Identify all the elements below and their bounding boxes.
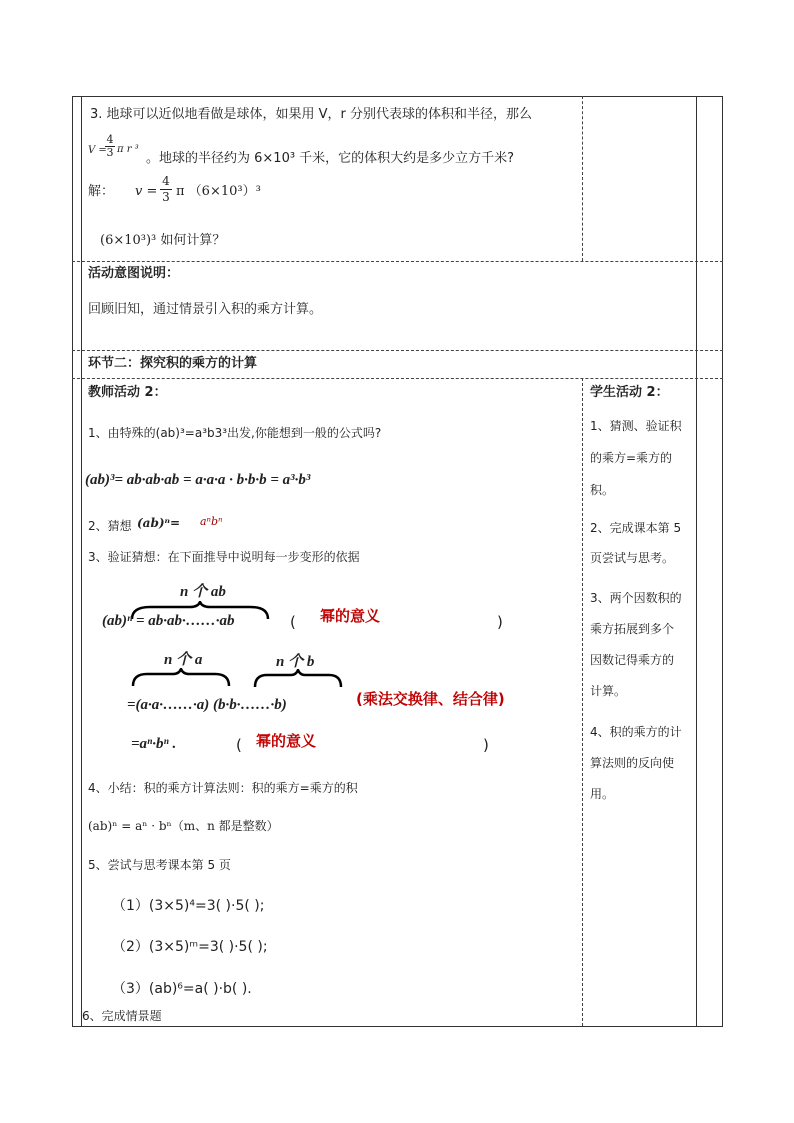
q3-formula-rest: π r ³ <box>117 144 139 155</box>
row3-formula: =aⁿ·bⁿ . <box>131 736 177 752</box>
teacher-item-3: 3、验证猜想：在下面推导中说明每一步变形的依据 <box>88 550 360 564</box>
row3-reason: 幂的意义 <box>256 732 317 750</box>
q3-formula-v: V = <box>88 145 107 156</box>
teacher-item-2-label: 2、猜想 <box>88 519 132 533</box>
solve-label: 解： <box>88 184 115 199</box>
student-line-1: 1、猜测、验证积 <box>590 419 682 433</box>
intent-text: 回顾旧知，通过情景引入积的乘方计算。 <box>88 302 323 317</box>
row3-close: ) <box>483 736 489 754</box>
row2-formula: =(a·a·……·a) (b·b·……·b) <box>127 697 287 713</box>
exercise-3: （3）(ab)⁶=a( )·b( ). <box>112 981 252 997</box>
table-border-left <box>72 96 73 1027</box>
exercise-1: （1）(3×5)⁴=3( )·5( ); <box>112 898 265 914</box>
row1-close: ) <box>497 613 503 631</box>
solve-frac-num: 4 <box>162 174 170 188</box>
student-heading: 学生活动 2： <box>590 385 669 400</box>
brace3-label: n 个 b <box>276 654 315 670</box>
q3-fraction <box>105 134 115 159</box>
row1-reason: 幂的意义 <box>320 607 381 625</box>
row1-open: ( <box>290 613 296 631</box>
table-border-top <box>72 96 723 97</box>
q3-line2: 。地球的半径约为 6×10³ 千米，它的体积大约是多少立方千米? <box>146 151 515 166</box>
intent-heading: 活动意图说明： <box>88 266 180 281</box>
q3-frac-num: 4 <box>106 133 114 146</box>
student-line-3: 积。 <box>590 483 615 497</box>
q3-frac-den: 3 <box>106 146 114 159</box>
teacher-item-4: 4、小结：积的乘方计算法则：积的乘方=乘方的积 <box>88 781 358 795</box>
student-line-8: 因数记得乘方的 <box>590 653 675 667</box>
row-divider-3 <box>72 378 723 379</box>
student-line-11: 算法则的反向使 <box>590 756 675 770</box>
row2-reason: (乘法交换律、结合律) <box>356 690 505 708</box>
column-divider-bottom <box>582 378 583 1026</box>
student-line-5: 页尝试与思考。 <box>590 551 675 565</box>
student-line-7: 乘方拓展到多个 <box>590 622 675 636</box>
solve-rest: π （6×10³）³ <box>176 184 261 199</box>
table-border-bottom <box>72 1026 723 1027</box>
student-line-6: 3、两个因数积的 <box>590 591 682 605</box>
section2-heading: 环节二：探究积的乘方的计算 <box>88 356 258 371</box>
row3-open: ( <box>236 736 242 754</box>
table-border-inner-right <box>696 96 697 1027</box>
student-line-4: 2、完成课本第 5 <box>590 521 682 535</box>
student-line-9: 计算。 <box>590 684 627 698</box>
teacher-heading: 教师活动 2： <box>88 385 167 400</box>
solve-frac-den: 3 <box>160 189 172 205</box>
guess-answer: aⁿbⁿ <box>200 515 223 528</box>
solve-fraction <box>160 174 172 205</box>
student-line-10: 4、积的乘方的计 <box>590 725 682 739</box>
row-divider-1 <box>72 261 723 262</box>
solve-v: v = <box>135 184 158 199</box>
row-divider-2 <box>72 350 723 351</box>
brace3 <box>253 669 343 689</box>
teacher-item-5: 5、尝试与思考课本第 5 页 <box>88 858 231 872</box>
brace2 <box>131 668 231 688</box>
table-border-inner-left <box>81 96 82 1027</box>
student-line-2: 的乘方=乘方的 <box>590 451 673 465</box>
column-divider-top <box>582 96 583 261</box>
exercise-2: （2）(3×5)ᵐ=3( )·5( ); <box>112 939 268 955</box>
teacher-item-6: 6、完成情景题 <box>82 1009 162 1023</box>
q3-line1: 3. 地球可以近似地看做是球体，如果用 V，r 分别代表球的体积和半径，那么 <box>90 107 533 122</box>
guess-formula: (ab)ⁿ= <box>137 516 181 530</box>
formula-ab-cubed: (ab)³= ab·ab·ab = a·a·a · b·b·b = a³·b³ <box>85 472 311 488</box>
student-line-12: 用。 <box>590 787 615 801</box>
brace1-label: n 个 ab <box>180 584 226 600</box>
rule-formula: (ab)ⁿ = aⁿ · bⁿ（m、n 都是整数） <box>88 819 279 833</box>
row1-formula: (ab)ⁿ = ab·ab·……·ab <box>102 613 235 629</box>
question-how: (6×10³)³ 如何计算？ <box>100 233 226 248</box>
table-border-right <box>722 96 723 1027</box>
teacher-item-1: 1、由特殊的(ab)³=a³b3³出发,你能想到一般的公式吗? <box>88 426 382 440</box>
brace2-label: n 个 a <box>164 652 203 668</box>
